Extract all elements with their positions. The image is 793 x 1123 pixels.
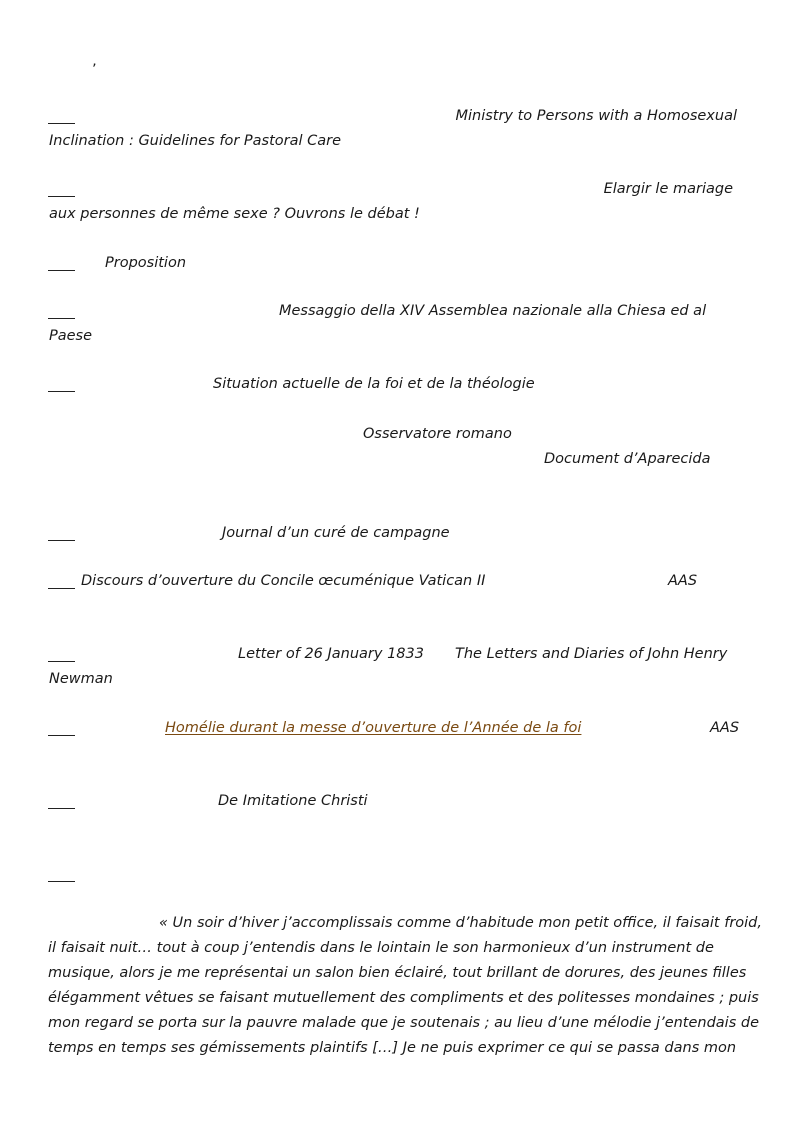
quote-line: « Un soir d’hiver j’accomplissais comme d’habitude mon petit office, il faisait froid, [159,915,762,931]
top-mark: ’ [92,62,97,78]
entry-reference: Osservatore romano [363,426,512,442]
entry-title: Proposition [105,255,187,271]
quote-line: il faisait nuit… tout à coup j’entendis dans le lointain le son harmonieux d’un instrument de [48,940,714,956]
entry-title-link[interactable]: Homélie durant la messe d’ouverture de l’Année de la foi [165,720,582,736]
entry-title: Messaggio della XIV Assemblea nazionale alla Chiesa ed al [279,303,707,319]
entry-journal: AAS [668,573,698,589]
entry-title: Ministry to Persons with a Homosexual [455,108,737,124]
footnote-rule [48,123,75,124]
footnote-rule [48,881,75,882]
entry-title: De Imitatione Christi [218,793,368,809]
quote-paragraph [48,911,762,1061]
entry-title-continued: Paese [49,328,93,344]
entry-title-continued: aux personnes de même sexe ? Ouvrons le débat ! [49,206,420,222]
footnote-rule [48,735,75,736]
footnote-rule [48,318,75,319]
entry-title: Letter of 26 January 1833 [238,646,424,662]
footnote-rule [48,270,75,271]
entry-book-title: The Letters and Diaries of John Henry [455,646,728,662]
footnote-rule [48,196,75,197]
quote-line: musique, alors je me représentai un salon bien éclairé, tout brillant de dorures, des jeunes filles [48,965,747,981]
entry-reference: Document d’Aparecida [544,451,711,467]
footnote-rule [48,661,75,662]
entry-title: Elargir le mariage [603,181,733,197]
quote-line: élégamment vêtues se faisant mutuellement des compliments et des politesses mondaines ; puis [48,990,759,1006]
quote-line: temps en temps ses gémissements plaintifs […] Je ne puis exprimer ce qui se passa dans mon [48,1040,737,1056]
entry-book-title-continued: Newman [49,671,113,687]
footnote-rule [48,588,75,589]
entry-title-continued: Inclination : Guidelines for Pastoral Care [49,133,342,149]
entry-title: Situation actuelle de la foi et de la théologie [213,376,535,392]
footnote-rule [48,540,75,541]
footnote-rule [48,808,75,809]
quote-line: mon regard se porta sur la pauvre malade que je soutenais ; au lieu d’une mélodie j’entendais de [48,1015,760,1031]
footnote-rule [48,391,75,392]
entry-title: Journal d’un curé de campagne [222,525,450,541]
entry-journal: AAS [710,720,740,736]
entry-title: Discours d’ouverture du Concile œcuménique Vatican II [81,573,486,589]
